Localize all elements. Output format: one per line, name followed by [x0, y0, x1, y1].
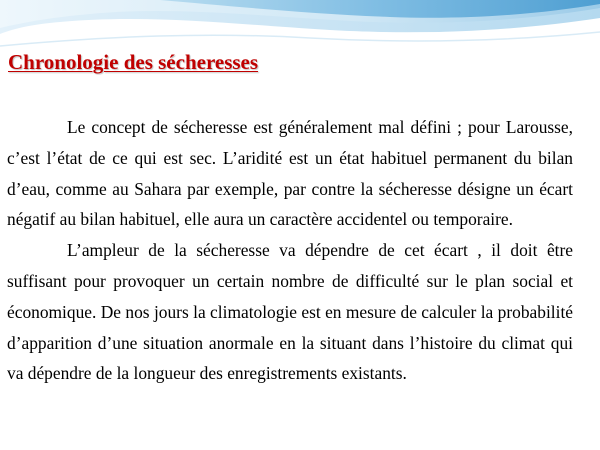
paragraph-1: Le concept de sécheresse est généralement mal défini ; pour Larousse, c’est l’état de ce qui est sec. L’aridité est un état habituel permanent du bilan d’eau, comme au Sahara par exemple, par contre la sécheresse désigne un écart négatif au bilan habituel, elle aura un caractère accidentel ou temporaire.: [7, 117, 573, 230]
paragraph-2: L’ampleur de la sécheresse va dépendre de cet écart , il doit être suffisant pour provoquer un certain nombre de difficulté sur le plan social et économique. De nos jours la climatologie est en mesure de calculer la probabilité d’apparition d’une situation anormale en la situant dans l’histoire du climat qui va dépendre de la longueur des enregistrements existants.: [7, 240, 573, 384]
slide-body: [7, 112, 573, 389]
slide-title: Chronologie des sécheresses: [8, 50, 259, 74]
